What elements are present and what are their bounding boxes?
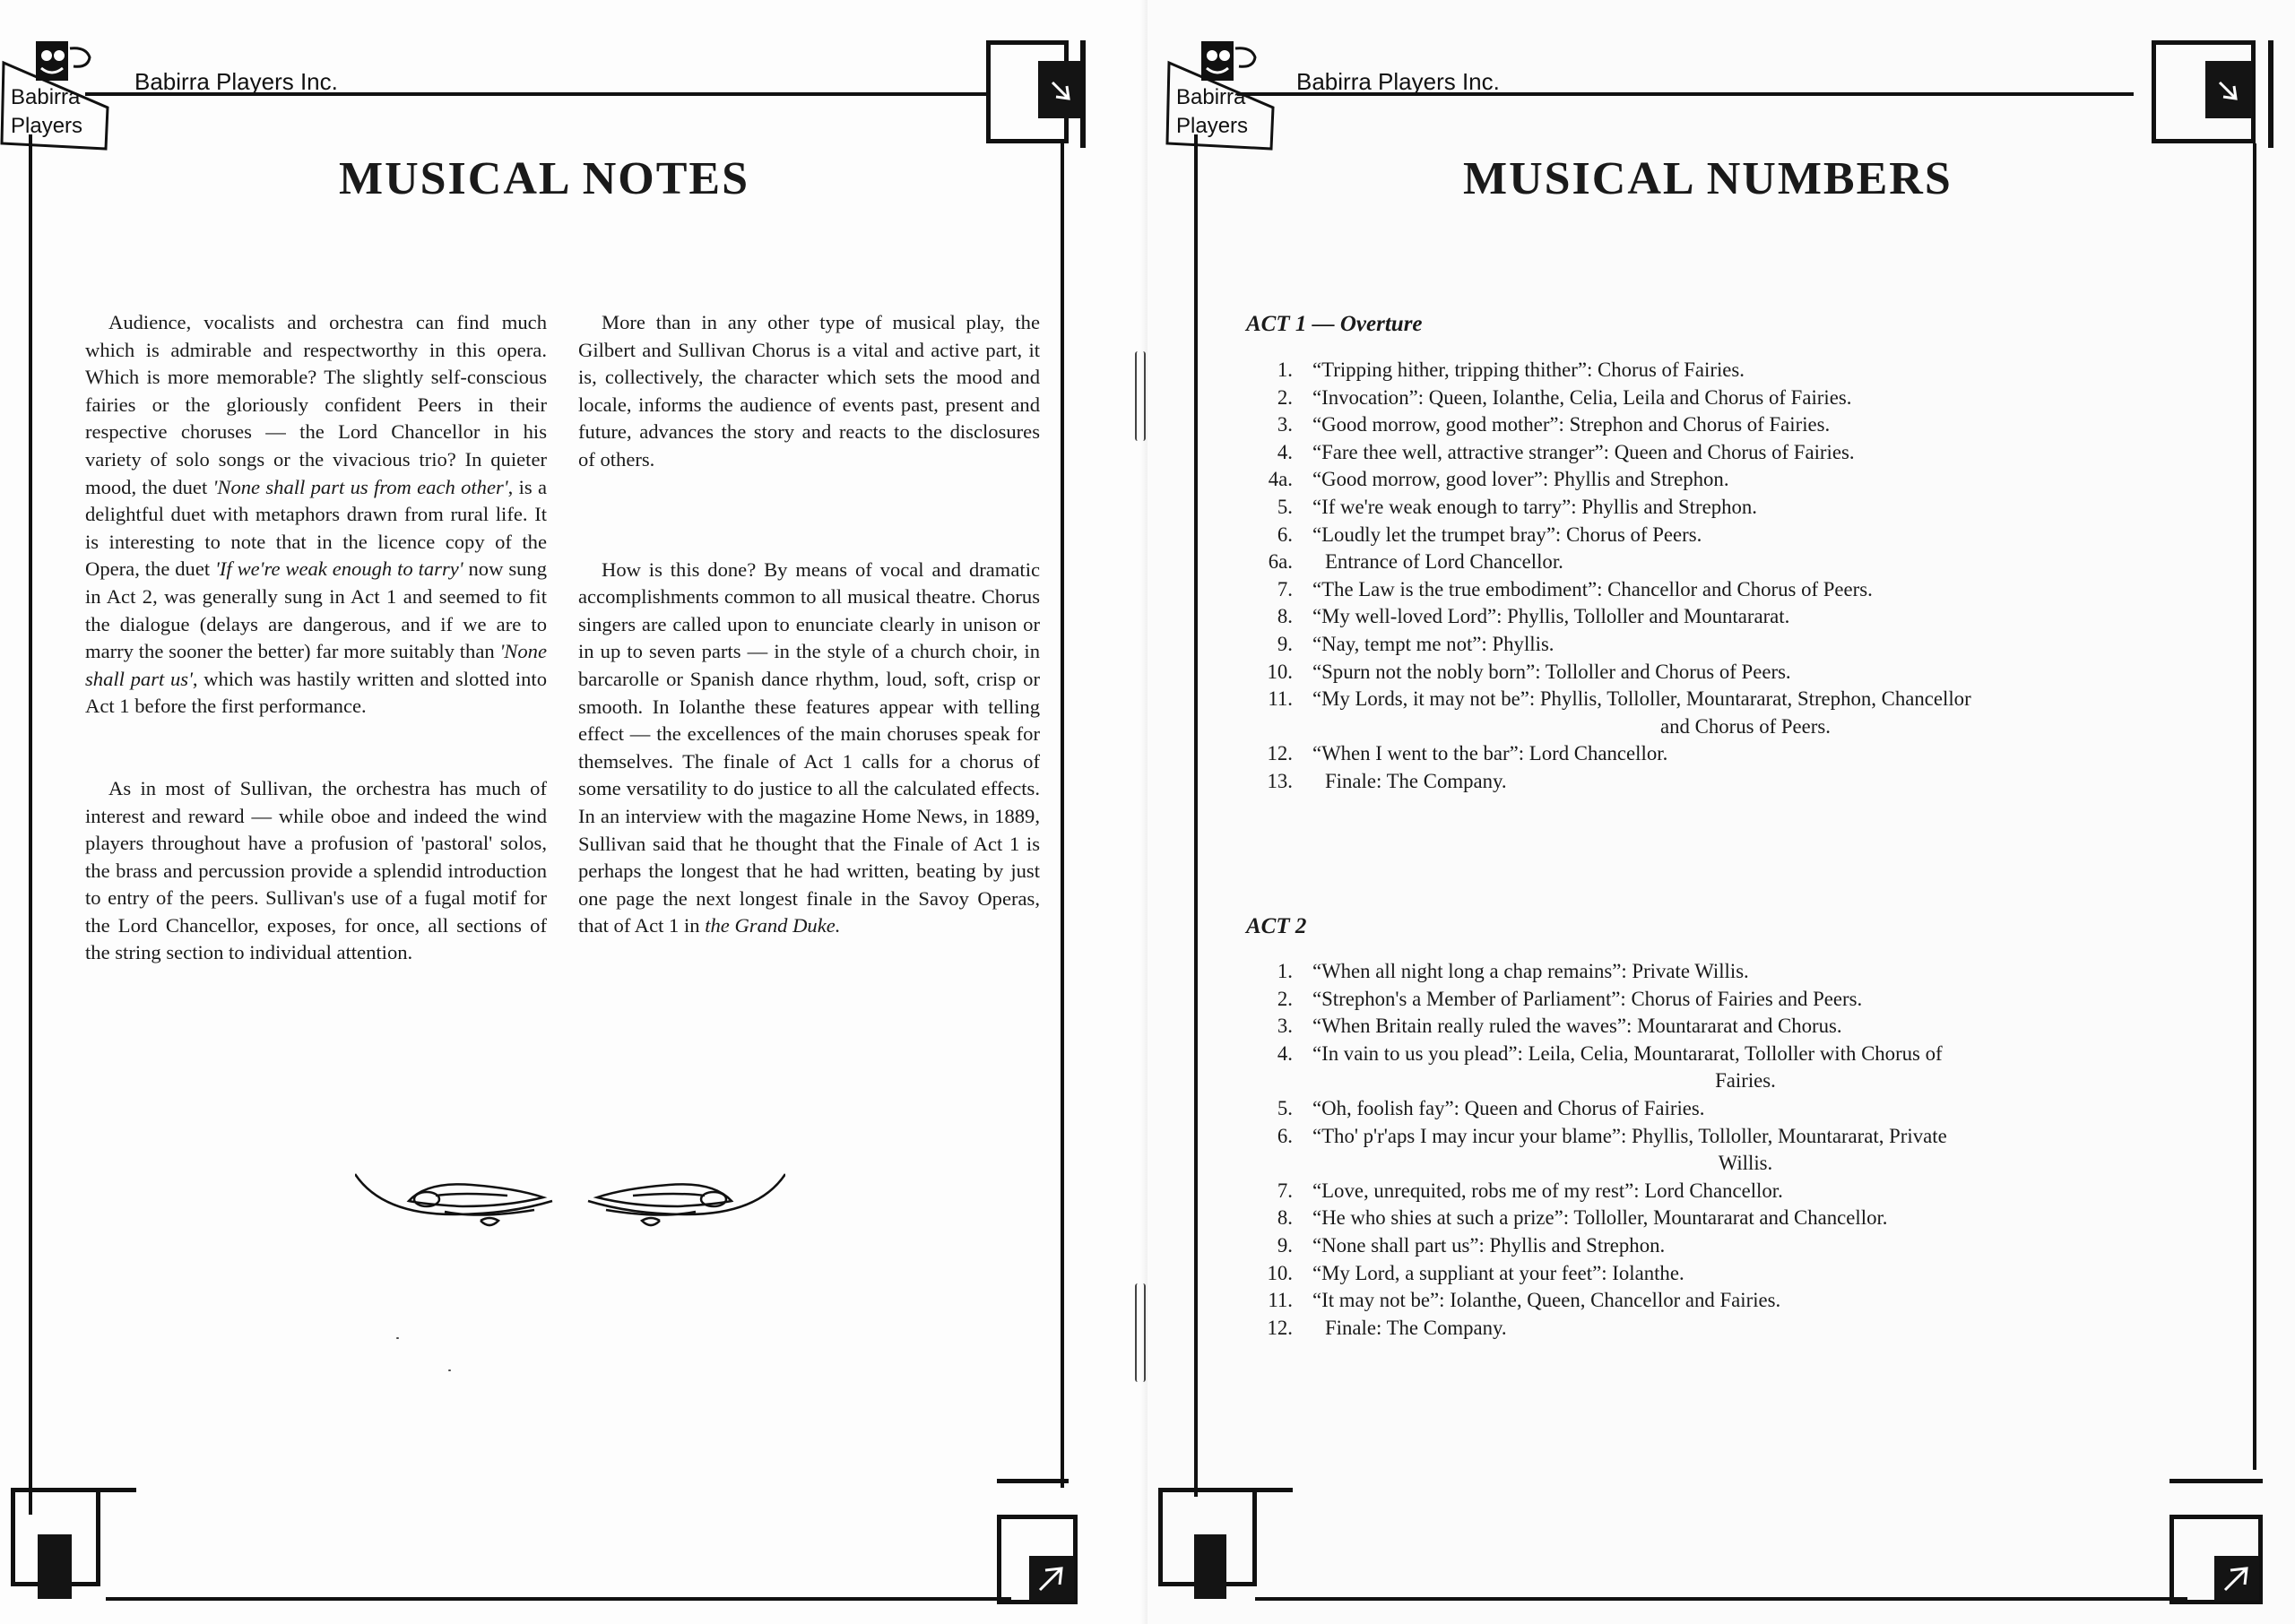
item-number: 2. xyxy=(1277,385,1293,409)
staple-bottom xyxy=(1135,1283,1146,1382)
musical-number-item xyxy=(1239,958,2178,986)
corner-glyph-top-right xyxy=(1049,79,1076,104)
frame-right-line xyxy=(1061,143,1064,1488)
item-number: 11. xyxy=(1268,1289,1293,1312)
item-number: 4. xyxy=(1277,440,1293,463)
staple-top xyxy=(1135,351,1146,441)
musical-number-item xyxy=(1239,603,2178,631)
item-title: “Strephon's a Member of Parliament”: Chorus of Fairies and Peers. xyxy=(1312,987,1863,1010)
item-number: 6. xyxy=(1277,1124,1293,1147)
musical-number-item xyxy=(1239,1041,2178,1095)
act-2-heading: ACT 2 xyxy=(1246,914,1307,938)
item-title: “Fare thee well, attractive stranger”: Queen and Chorus of Fairies. xyxy=(1312,440,1855,463)
item-title: “When Britain really ruled the waves”: Mountararat and Chorus. xyxy=(1312,1015,1842,1038)
item-title: “Tripping hither, tripping thither”: Chorus of Fairies. xyxy=(1312,358,1745,381)
frame-bottom-line xyxy=(106,1597,1011,1601)
musical-number-item xyxy=(1239,740,2178,768)
notes-paragraph-1 xyxy=(85,309,547,721)
item-title: “In vain to us you plead”: Leila, Celia, Mountararat, Tolloller with Chorus of Fairies. xyxy=(1312,1041,2178,1095)
corner-glyph-bottom-right xyxy=(1036,1563,1067,1594)
musical-number-item xyxy=(1239,1287,2178,1315)
corner-glyph-top-right xyxy=(2216,79,2243,104)
item-number: 6. xyxy=(1277,523,1293,546)
corner-stroke xyxy=(1080,40,1086,148)
frame-left-line xyxy=(1194,134,1198,1497)
print-speck xyxy=(448,1369,451,1371)
page-title: MUSICAL NOTES xyxy=(339,153,749,204)
musical-number-item xyxy=(1239,1260,2178,1288)
item-title: Entrance of Lord Chancellor. xyxy=(1325,550,1563,574)
item-title: “Invocation”: Queen, Iolanthe, Celia, Leila and Chorus of Fairies. xyxy=(1312,385,1852,409)
musical-number-item xyxy=(1239,1123,2178,1178)
item-title: Finale: The Company. xyxy=(1325,769,1507,792)
notes-paragraph-2 xyxy=(85,775,547,967)
item-number: 8. xyxy=(1277,1206,1293,1230)
item-number: 3. xyxy=(1277,1015,1293,1038)
item-continuation: Willis. xyxy=(1718,1152,1773,1175)
item-title: “None shall part us”: Phyllis and Strephon. xyxy=(1312,1233,1666,1257)
flourish-ornament xyxy=(355,1165,785,1237)
item-title: “If we're weak enough to tarry”: Phyllis and Strephon. xyxy=(1312,495,1757,518)
notes-column-2 xyxy=(578,309,1040,940)
corner-block-bottom-left xyxy=(1194,1534,1226,1599)
frame-left-line xyxy=(29,134,32,1515)
item-title: “Loudly let the trumpet bray”: Chorus of Peers. xyxy=(1312,523,1702,546)
corner-stroke xyxy=(2169,1479,2263,1483)
notes-paragraph-3 xyxy=(578,309,1040,474)
item-title: “Good morrow, good lover”: Phyllis and Strephon. xyxy=(1312,468,1729,491)
notes-column-1 xyxy=(85,309,547,967)
musical-number-item xyxy=(1239,768,2178,796)
musical-number-item xyxy=(1239,384,2178,412)
logo-text-1: Babirra xyxy=(11,85,81,109)
corner-stroke xyxy=(2268,40,2273,148)
italic-title: 'None shall part us' xyxy=(85,640,547,690)
musical-number-item xyxy=(1239,1013,2178,1041)
item-number: 5. xyxy=(1277,1096,1293,1119)
text-run: As in most of Sullivan, the orchestra has much of interest and reward — while oboe and indeed the wind players throughout have a profusion of 'pastoral' solos, the brass and percussion provide a splendid introduction to entry of the peers. Sullivan's use of a fugal motif for the Lord Chancellor, exposes, for once, all sections of the string section to individual attention. xyxy=(85,776,547,964)
item-number: 8. xyxy=(1277,605,1293,628)
item-title: “My Lord, a suppliant at your feet”: Iolanthe. xyxy=(1312,1261,1684,1284)
item-number: 9. xyxy=(1277,632,1293,655)
item-number: 12. xyxy=(1267,1316,1293,1339)
frame-right-line xyxy=(2253,143,2256,1470)
musical-number-item xyxy=(1239,549,2178,576)
babirra-logo xyxy=(1165,36,1282,152)
item-title: “Love, unrequited, robs me of my rest”: Lord Chancellor. xyxy=(1312,1179,1783,1202)
musical-number-item xyxy=(1239,686,2178,740)
musical-number-item xyxy=(1239,466,2178,494)
item-number: 1. xyxy=(1277,358,1293,381)
musical-number-item xyxy=(1239,576,2178,604)
item-title: “Tho' p'r'aps I may incur your blame”: Phyllis, Tolloller, Mountararat, Private Willis. xyxy=(1312,1123,2178,1178)
corner-block-bottom-left xyxy=(38,1534,72,1599)
text-run: , which was hastily written and slotted into Act 1 before the first performance. xyxy=(85,667,547,718)
text-run: , is a delightful duet with metaphors drawn from rural life. It is interesting to note that in the licence copy of the Opera, the duet xyxy=(85,475,548,581)
musical-number-item xyxy=(1239,494,2178,522)
item-title: “Spurn not the nobly born”: Tolloller and Chorus of Peers. xyxy=(1312,660,1791,683)
musical-number-item xyxy=(1239,1095,2178,1123)
item-title: “The Law is the true embodiment”: Chancellor and Chorus of Peers. xyxy=(1312,577,1873,600)
item-number: 2. xyxy=(1277,987,1293,1010)
item-title: “My Lords, it may not be”: Phyllis, Tolloller, Mountararat, Strephon, Chancellor and Chorus of Peers. xyxy=(1312,686,2178,740)
logo-text-2: Players xyxy=(1176,114,1249,138)
italic-title: 'If we're weak enough to tarry' xyxy=(215,557,463,581)
musical-number-item xyxy=(1239,522,2178,549)
item-title: “It may not be”: Iolanthe, Queen, Chancellor and Fairies. xyxy=(1312,1289,1781,1312)
notes-paragraph-4 xyxy=(578,557,1040,940)
musical-number-item xyxy=(1239,411,2178,439)
item-title: “He who shies at such a prize”: Tolloller, Mountararat and Chancellor. xyxy=(1312,1206,1888,1230)
text-run: now sung in Act 2, was generally sung in Act 1 and seemed to fit the dialogue (delays are dangerous, and if we are to marry the sooner the better) far more suitably than xyxy=(85,557,547,663)
item-number: 7. xyxy=(1277,577,1293,600)
corner-stroke xyxy=(11,1488,136,1492)
babirra-logo xyxy=(0,36,117,152)
italic-title: 'None shall part us from each other' xyxy=(212,475,508,498)
item-number: 10. xyxy=(1267,1261,1293,1284)
item-title: “My well-loved Lord”: Phyllis, Tolloller and Mountararat. xyxy=(1312,605,1790,628)
musical-number-item xyxy=(1239,1232,2178,1260)
item-number: 9. xyxy=(1277,1233,1293,1257)
item-number: 6a. xyxy=(1268,550,1293,574)
corner-glyph-bottom-right xyxy=(2221,1563,2252,1594)
act-1-numbers-list xyxy=(1239,357,2178,796)
frame-bottom-line xyxy=(1255,1597,2187,1601)
item-title: “Good morrow, good mother”: Strephon and Chorus of Fairies. xyxy=(1312,413,1831,436)
act-1-heading: ACT 1 — Overture xyxy=(1246,312,1423,336)
item-number: 10. xyxy=(1267,660,1293,683)
item-title: “When all night long a chap remains”: Private Willis. xyxy=(1312,960,1749,982)
act-2-numbers-list xyxy=(1239,958,2178,1342)
item-number: 7. xyxy=(1277,1179,1293,1202)
item-number: 3. xyxy=(1277,413,1293,436)
item-title: “When I went to the bar”: Lord Chancellor. xyxy=(1312,742,1668,765)
item-continuation: Fairies. xyxy=(1715,1069,1776,1093)
musical-number-item xyxy=(1239,1315,2178,1343)
musical-number-item xyxy=(1239,631,2178,659)
musical-number-item xyxy=(1239,439,2178,467)
item-number: 11. xyxy=(1268,687,1293,711)
musical-number-item xyxy=(1239,357,2178,384)
item-number: 5. xyxy=(1277,495,1293,518)
text-run: Audience, vocalists and orchestra can find much which is admirable and respectworthy in this opera. Which is more memorable? The slightly self-conscious fairies or the gloriously confident Peers in their respective choruses — the Lord Chancellor in his variety of solo songs or the vivacious trio? In quieter mood, the duet xyxy=(85,311,547,498)
musical-number-item xyxy=(1239,659,2178,687)
item-title: “Nay, tempt me not”: Phyllis. xyxy=(1312,632,1555,655)
item-number: 4a. xyxy=(1268,468,1293,491)
corner-stroke xyxy=(1158,1488,1293,1492)
logo-text-2: Players xyxy=(11,114,83,138)
text-run: How is this done? By means of vocal and dramatic accomplishments common to all musical theatre. Chorus singers are called upon to enunciate clearly in unison or in up to seven parts — in the style of a church choir, in barcarolle or Spanish dance rhythm, loud, soft, crisp or smooth. In Iolanthe these features appear with telling effect — the excellences of the main choruses speak for themselves. The finale of Act 1 calls for a chorus of some versatility to do justice to all the calculated effects. In an interview with the magazine Home News, in 1889, Sullivan said that he thought that the Finale of Act 1 is perhaps the longest that he had written, beating by just one page the next longest finale in the Savoy Operas, that of Act 1 in xyxy=(578,557,1040,937)
right-page xyxy=(1148,0,2295,1624)
italic-title: the Grand Duke. xyxy=(705,914,841,937)
org-name: Babirra Players Inc. xyxy=(1296,68,1500,95)
item-number: 12. xyxy=(1267,742,1293,765)
musical-number-item xyxy=(1239,986,2178,1014)
corner-stroke xyxy=(997,1479,1069,1483)
item-number: 13. xyxy=(1267,769,1293,792)
item-number: 4. xyxy=(1277,1041,1293,1065)
org-name: Babirra Players Inc. xyxy=(134,68,338,95)
logo-text-1: Babirra xyxy=(1176,85,1246,109)
item-title: Finale: The Company. xyxy=(1325,1316,1507,1339)
item-continuation: and Chorus of Peers. xyxy=(1660,714,1831,738)
musical-number-item xyxy=(1239,1178,2178,1205)
musical-number-item xyxy=(1239,1205,2178,1232)
item-title: “Oh, foolish fay”: Queen and Chorus of Fairies. xyxy=(1312,1096,1705,1119)
text-run: More than in any other type of musical play, the Gilbert and Sullivan Chorus is a vital and active part, it is, collectively, the character which sets the mood and locale, informs the audience of events past, present and future, advances the story and reacts to the disclosures of others. xyxy=(578,311,1040,471)
print-speck xyxy=(396,1337,399,1339)
page-title: MUSICAL NUMBERS xyxy=(1463,153,1953,204)
item-number: 1. xyxy=(1277,960,1293,982)
